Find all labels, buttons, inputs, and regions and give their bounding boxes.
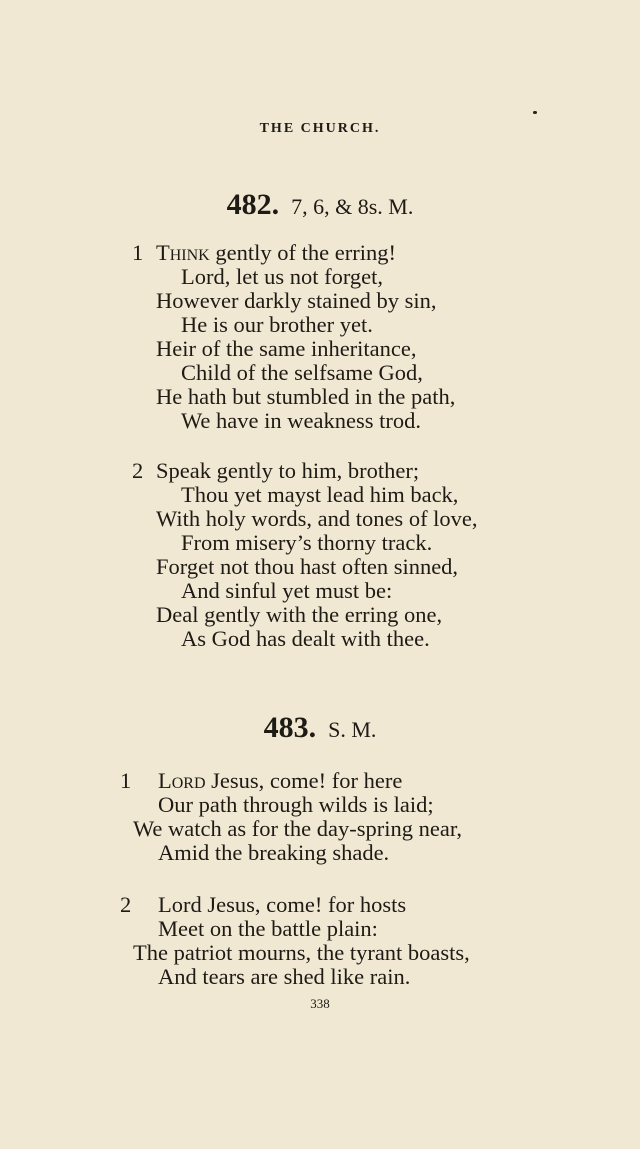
- verse-line-text: Jesus, come! for here: [205, 768, 403, 793]
- verse-line: And sinful yet must be:: [181, 578, 393, 603]
- verse-line: He hath but stumbled in the path,: [156, 384, 456, 409]
- verse-line: Forget not thou hast often sinned,: [156, 554, 459, 579]
- stanza-number: 1: [120, 768, 132, 793]
- verse-line: Child of the selfsame God,: [181, 360, 423, 385]
- verse-line: The patriot mourns, the tyrant boasts,: [133, 940, 470, 965]
- stanza-number: 2: [132, 458, 144, 483]
- verse-line: We have in weakness trod.: [181, 408, 421, 433]
- verse-line: Meet on the battle plain:: [158, 916, 378, 941]
- hymn-meter: S. M.: [328, 717, 377, 742]
- verse-initial-word: Lord: [158, 768, 206, 793]
- verse-initial-word: Think: [156, 240, 210, 265]
- hymn-meter: 7, 6, & 8s. M.: [291, 194, 414, 219]
- verse-line: Speak gently to him, brother;: [156, 458, 420, 483]
- verse-line: He is our brother yet.: [181, 312, 373, 337]
- verse-line: Thou yet mayst lead him back,: [181, 482, 459, 507]
- verse-line: We watch as for the day-spring near,: [133, 816, 463, 841]
- verse-line: From misery’s thorny track.: [181, 530, 433, 555]
- running-head: THE CHURCH.: [259, 121, 381, 136]
- hymn-number: 483.: [263, 711, 317, 744]
- verse-line: Amid the breaking shade.: [158, 840, 390, 865]
- verse-line: Lord, let us not forget,: [181, 264, 384, 289]
- verse-line: [158, 769, 402, 793]
- verse-line: Deal gently with the erring one,: [156, 602, 443, 627]
- stanza-number: 1: [132, 240, 144, 265]
- verse-line: However darkly stained by sin,: [156, 288, 437, 313]
- stanza-number: 2: [120, 892, 132, 917]
- verse-line: Heir of the same inheritance,: [156, 336, 417, 361]
- verse-line: Our path through wilds is laid;: [158, 792, 434, 817]
- verse-line-text: gently of the erring!: [209, 240, 396, 265]
- verse-line: And tears are shed like rain.: [158, 964, 411, 989]
- hymn-number: 482.: [226, 188, 280, 221]
- verse-line: As God has dealt with thee.: [181, 626, 430, 651]
- verse-line: Lord Jesus, come! for hosts: [158, 892, 407, 917]
- page-number: 338: [310, 996, 330, 1011]
- ink-speck: [533, 111, 537, 114]
- hymn-heading: [0, 188, 640, 222]
- verse-line: [156, 241, 396, 265]
- verse-line: With holy words, and tones of love,: [156, 506, 478, 531]
- hymn-heading: [0, 711, 640, 745]
